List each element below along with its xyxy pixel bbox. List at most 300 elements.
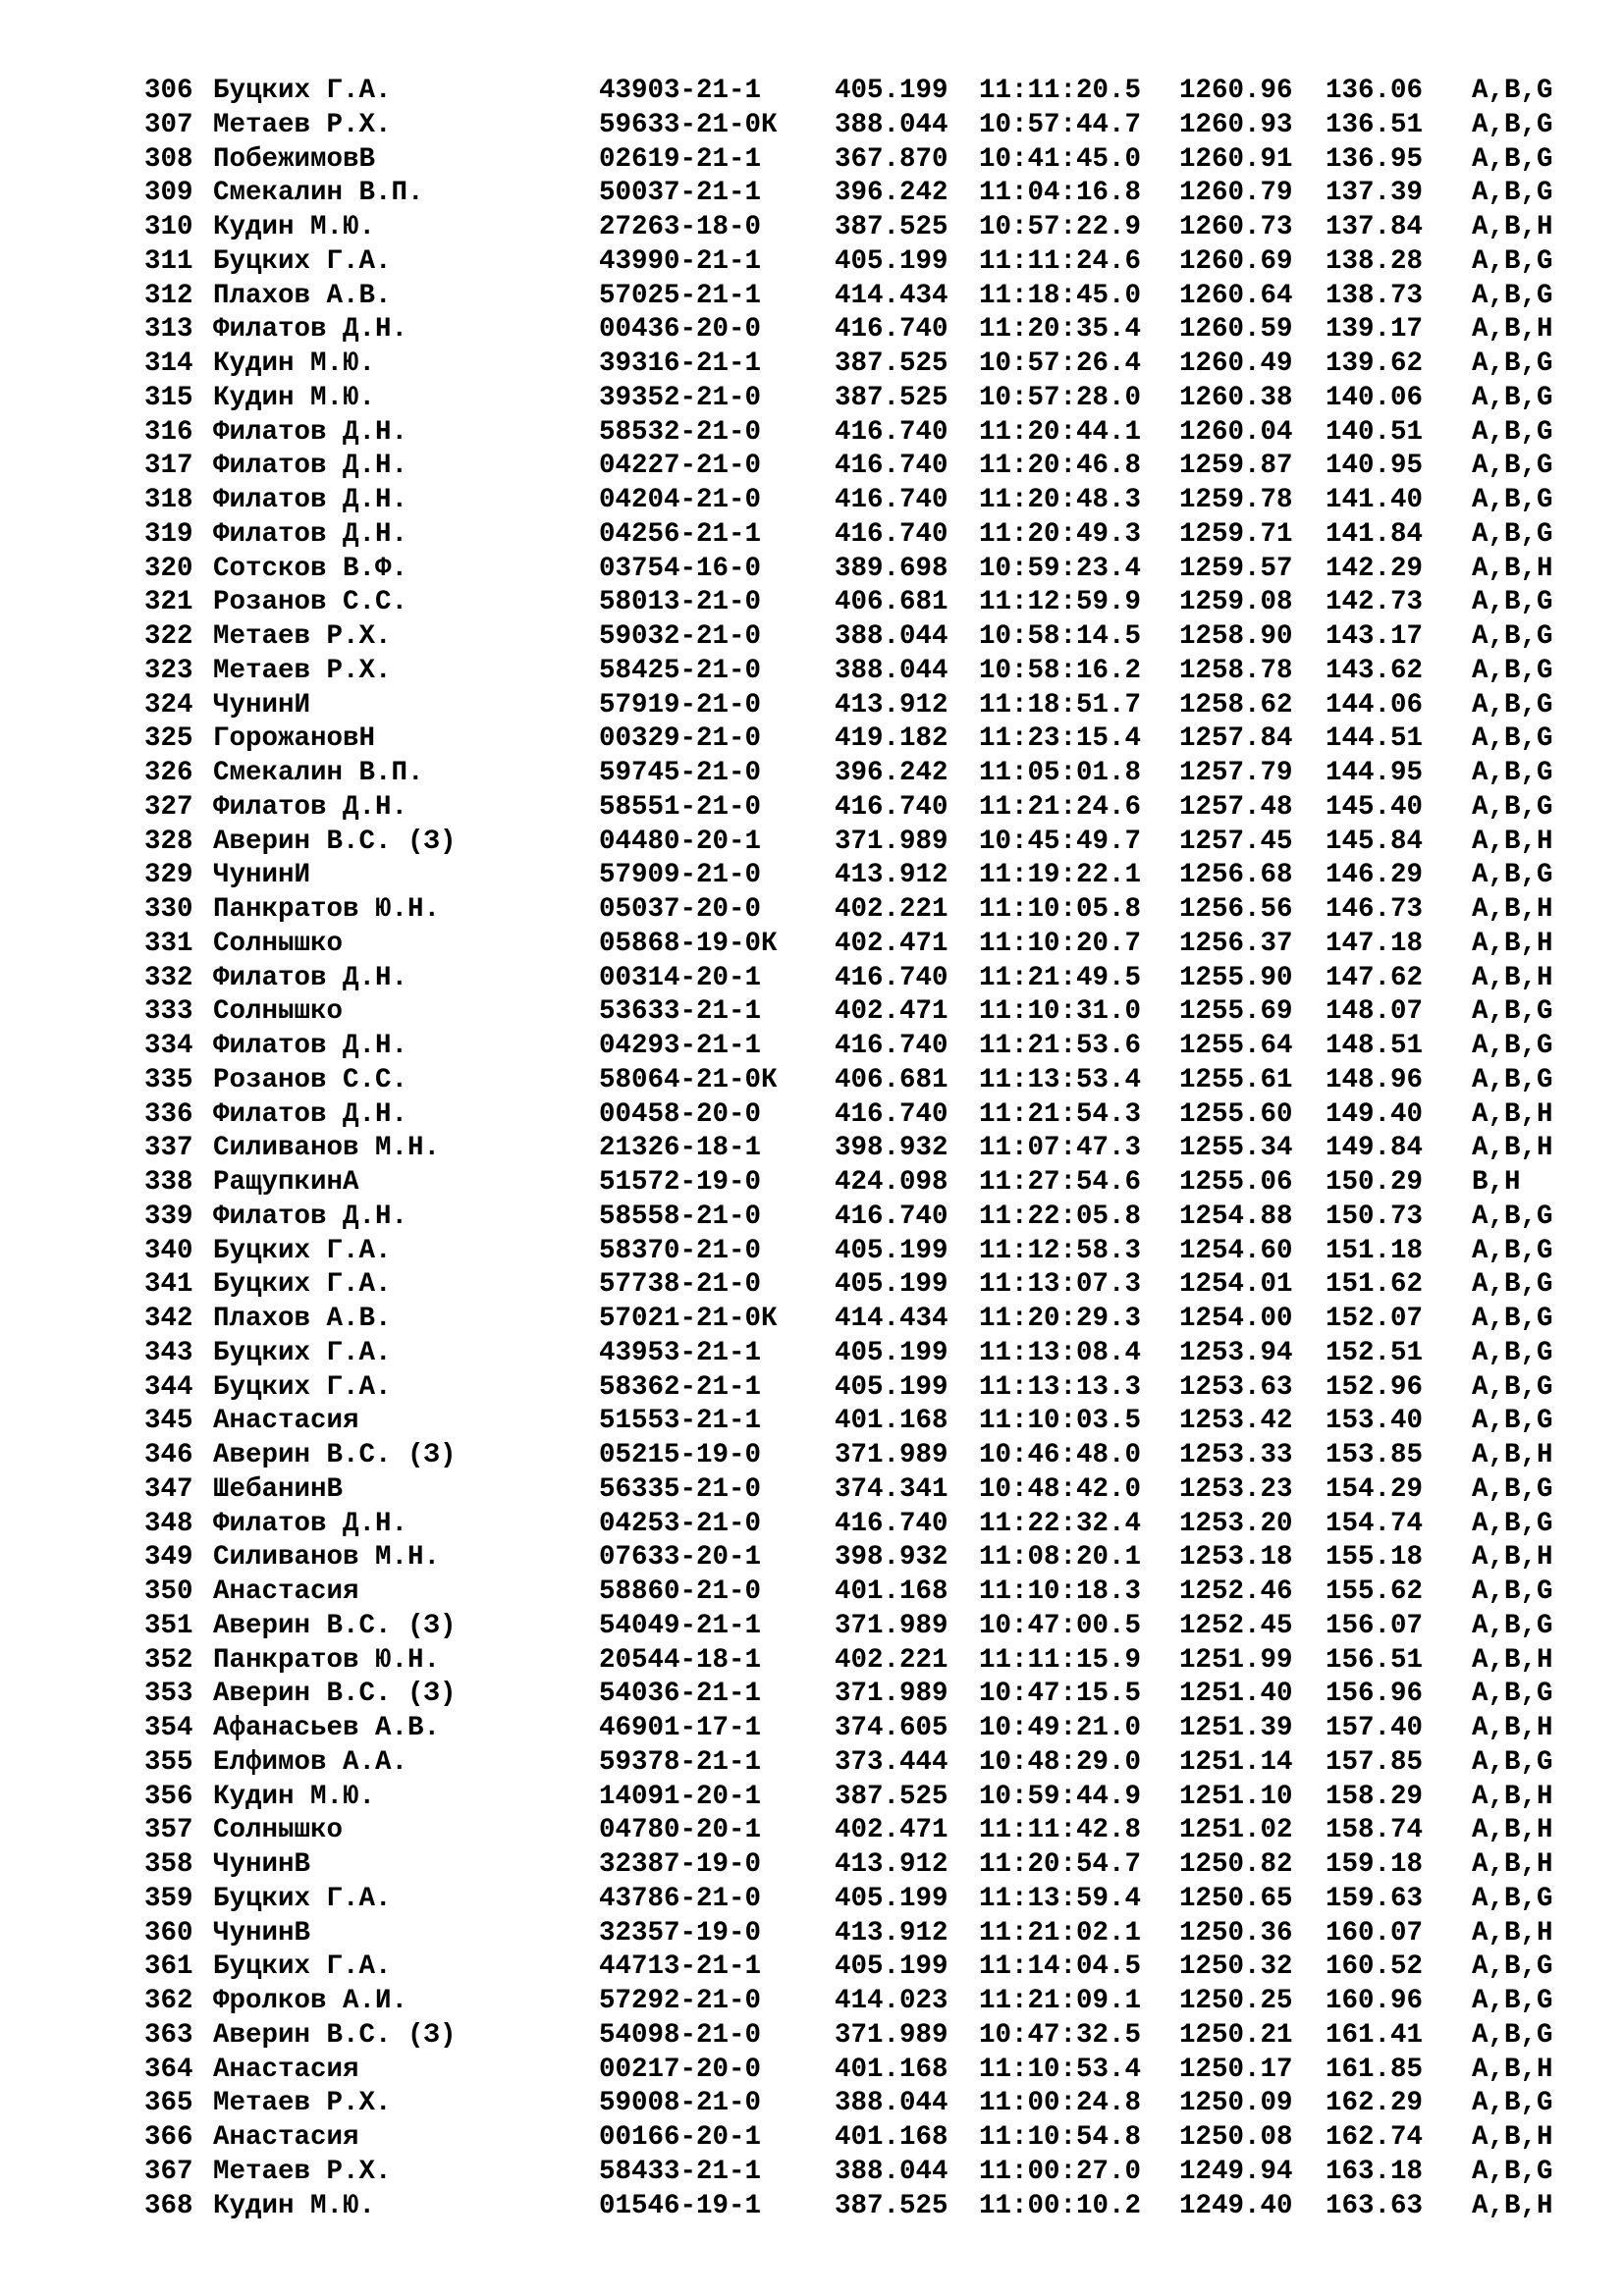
- arrival-time: 11:20:35.4: [979, 314, 1142, 346]
- arrival-time: 10:47:32.5: [979, 2019, 1142, 2051]
- points: 163.18: [1326, 2156, 1424, 2187]
- distance: 405.199: [835, 1269, 948, 1301]
- classes: A,B,G: [1472, 382, 1553, 413]
- arrival-time: 10:58:14.5: [979, 621, 1142, 652]
- place-number: 314: [144, 348, 193, 379]
- place-number: 362: [144, 1986, 193, 2016]
- fancier-name: Филатов Д.Н.: [213, 1201, 408, 1232]
- ring-number: 58362-21-1: [599, 1371, 762, 1403]
- place-number: 307: [144, 109, 193, 140]
- ring-number: 58532-21-0: [599, 416, 762, 448]
- classes: A,B,G: [1472, 1883, 1553, 1914]
- arrival-time: 11:10:20.7: [979, 928, 1142, 959]
- speed: 1254.88: [1179, 1201, 1293, 1232]
- speed: 1251.39: [1179, 1713, 1293, 1743]
- ring-number: 05215-19-0: [599, 1440, 762, 1470]
- speed: 1256.56: [1179, 894, 1293, 925]
- fancier-name: Буцких Г.А.: [213, 1951, 392, 1983]
- classes: A,B,G: [1472, 2156, 1553, 2187]
- ring-number: 05868-19-0К: [599, 928, 778, 959]
- points: 138.73: [1326, 280, 1424, 311]
- points: 146.29: [1326, 860, 1424, 891]
- place-number: 336: [144, 1098, 193, 1130]
- place-number: 309: [144, 178, 193, 209]
- distance: 387.525: [835, 1781, 948, 1812]
- distance: 402.471: [835, 1815, 948, 1846]
- place-number: 313: [144, 314, 193, 346]
- distance: 396.242: [835, 178, 948, 209]
- distance: 402.471: [835, 928, 948, 959]
- distance: 373.444: [835, 1746, 948, 1778]
- classes: A,B,G: [1472, 1201, 1553, 1232]
- points: 160.07: [1326, 1917, 1424, 1949]
- classes: A,B,G: [1472, 1304, 1553, 1334]
- arrival-time: 10:48:29.0: [979, 1746, 1142, 1778]
- points: 137.39: [1326, 178, 1424, 209]
- fancier-name: Филатов Д.Н.: [213, 314, 408, 346]
- ring-number: 50037-21-1: [599, 178, 762, 209]
- points: 156.51: [1326, 1644, 1424, 1676]
- arrival-time: 11:00:24.8: [979, 2088, 1142, 2119]
- fancier-name: ЧунинВ: [213, 1849, 311, 1880]
- points: 159.18: [1326, 1849, 1424, 1880]
- classes: A,B,G: [1472, 587, 1553, 618]
- classes: A,B,H: [1472, 1098, 1553, 1130]
- arrival-time: 10:45:49.7: [979, 826, 1142, 857]
- fancier-name: Буцких Г.А.: [213, 1337, 392, 1368]
- distance: 416.740: [835, 962, 948, 993]
- speed: 1259.78: [1179, 485, 1293, 515]
- ring-number: 57025-21-1: [599, 280, 762, 311]
- ring-number: 51572-19-0: [599, 1167, 762, 1198]
- distance: 416.740: [835, 451, 948, 482]
- place-number: 331: [144, 928, 193, 959]
- ring-number: 00436-20-0: [599, 314, 762, 346]
- place-number: 335: [144, 1064, 193, 1095]
- classes: A,B,H: [1472, 1849, 1553, 1880]
- arrival-time: 10:57:44.7: [979, 109, 1142, 140]
- classes: A,B,G: [1472, 451, 1553, 482]
- arrival-time: 10:48:42.0: [979, 1473, 1142, 1505]
- classes: A,B,H: [1472, 1644, 1553, 1676]
- place-number: 318: [144, 485, 193, 515]
- place-number: 350: [144, 1576, 193, 1607]
- place-number: 355: [144, 1746, 193, 1778]
- ring-number: 04253-21-0: [599, 1508, 762, 1539]
- points: 140.06: [1326, 382, 1424, 413]
- fancier-name: Розанов С.С.: [213, 1064, 408, 1095]
- fancier-name: Анастасия: [213, 1576, 359, 1607]
- fancier-name: Аверин В.С. (З): [213, 826, 457, 857]
- ring-number: 59633-21-0К: [599, 109, 778, 140]
- ring-number: 00329-21-0: [599, 723, 762, 755]
- arrival-time: 11:18:51.7: [979, 689, 1142, 721]
- ring-number: 58551-21-0: [599, 791, 762, 823]
- place-number: 322: [144, 621, 193, 652]
- fancier-name: Кудин М.Ю.: [213, 382, 376, 413]
- arrival-time: 11:00:27.0: [979, 2156, 1142, 2187]
- speed: 1255.06: [1179, 1167, 1293, 1198]
- classes: A,B,H: [1472, 1542, 1553, 1574]
- place-number: 308: [144, 143, 193, 175]
- classes: A,B,H: [1472, 2054, 1553, 2085]
- ring-number: 46901-17-1: [599, 1713, 762, 1743]
- arrival-time: 11:21:02.1: [979, 1917, 1142, 1949]
- points: 162.74: [1326, 2122, 1424, 2153]
- fancier-name: Панкратов Ю.Н.: [213, 894, 441, 925]
- classes: A,B,G: [1472, 2019, 1553, 2051]
- fancier-name: Кудин М.Ю.: [213, 348, 376, 379]
- points: 150.73: [1326, 1201, 1424, 1232]
- place-number: 346: [144, 1440, 193, 1470]
- speed: 1260.79: [1179, 178, 1293, 209]
- points: 152.07: [1326, 1304, 1424, 1334]
- distance: 406.681: [835, 587, 948, 618]
- distance: 405.199: [835, 1235, 948, 1266]
- fancier-name: РащупкинА: [213, 1167, 359, 1198]
- speed: 1260.93: [1179, 109, 1293, 140]
- speed: 1250.09: [1179, 2088, 1293, 2119]
- arrival-time: 11:20:48.3: [979, 485, 1142, 515]
- points: 161.41: [1326, 2019, 1424, 2051]
- points: 145.84: [1326, 826, 1424, 857]
- distance: 371.989: [835, 2019, 948, 2051]
- fancier-name: Елфимов А.А.: [213, 1746, 408, 1778]
- speed: 1260.64: [1179, 280, 1293, 311]
- classes: A,B,G: [1472, 1337, 1553, 1368]
- fancier-name: Смекалин В.П.: [213, 178, 424, 209]
- arrival-time: 11:00:10.2: [979, 2190, 1142, 2221]
- distance: 401.168: [835, 2122, 948, 2153]
- ring-number: 21326-18-1: [599, 1133, 762, 1164]
- points: 140.95: [1326, 451, 1424, 482]
- arrival-time: 10:57:26.4: [979, 348, 1142, 379]
- fancier-name: Плахов А.В.: [213, 280, 392, 311]
- points: 138.28: [1326, 245, 1424, 277]
- classes: A,B,G: [1472, 1986, 1553, 2016]
- ring-number: 32387-19-0: [599, 1849, 762, 1880]
- ring-number: 00217-20-0: [599, 2054, 762, 2085]
- fancier-name: Силиванов М.Н.: [213, 1133, 441, 1164]
- speed: 1255.60: [1179, 1098, 1293, 1130]
- points: 144.51: [1326, 723, 1424, 755]
- points: 142.29: [1326, 553, 1424, 584]
- distance: 401.168: [835, 1406, 948, 1437]
- distance: 414.434: [835, 280, 948, 311]
- speed: 1255.34: [1179, 1133, 1293, 1164]
- distance: 413.912: [835, 1849, 948, 1880]
- speed: 1251.99: [1179, 1644, 1293, 1676]
- place-number: 321: [144, 587, 193, 618]
- speed: 1257.84: [1179, 723, 1293, 755]
- fancier-name: Кудин М.Ю.: [213, 1781, 376, 1812]
- classes: A,B,G: [1472, 723, 1553, 755]
- place-number: 316: [144, 416, 193, 448]
- fancier-name: Аверин В.С. (З): [213, 1610, 457, 1641]
- ring-number: 04256-21-1: [599, 518, 762, 550]
- speed: 1260.91: [1179, 143, 1293, 175]
- points: 148.51: [1326, 1031, 1424, 1061]
- distance: 396.242: [835, 758, 948, 788]
- place-number: 365: [144, 2088, 193, 2119]
- distance: 402.221: [835, 1644, 948, 1676]
- points: 149.40: [1326, 1098, 1424, 1130]
- arrival-time: 10:57:22.9: [979, 212, 1142, 242]
- speed: 1251.40: [1179, 1679, 1293, 1710]
- points: 161.85: [1326, 2054, 1424, 2085]
- points: 155.62: [1326, 1576, 1424, 1607]
- points: 143.62: [1326, 655, 1424, 686]
- classes: A,B,G: [1472, 178, 1553, 209]
- points: 154.29: [1326, 1473, 1424, 1505]
- place-number: 367: [144, 2156, 193, 2187]
- ring-number: 04204-21-0: [599, 485, 762, 515]
- speed: 1253.33: [1179, 1440, 1293, 1470]
- ring-number: 03754-16-0: [599, 553, 762, 584]
- points: 158.74: [1326, 1815, 1424, 1846]
- classes: A,B,G: [1472, 416, 1553, 448]
- distance: 416.740: [835, 1508, 948, 1539]
- arrival-time: 11:20:49.3: [979, 518, 1142, 550]
- classes: A,B,H: [1472, 1440, 1553, 1470]
- fancier-name: Розанов С.С.: [213, 587, 408, 618]
- distance: 405.199: [835, 245, 948, 277]
- ring-number: 57292-21-0: [599, 1986, 762, 2016]
- classes: A,B,G: [1472, 143, 1553, 175]
- place-number: 341: [144, 1269, 193, 1301]
- arrival-time: 11:11:24.6: [979, 245, 1142, 277]
- distance: 388.044: [835, 2156, 948, 2187]
- distance: 371.989: [835, 1679, 948, 1710]
- speed: 1260.96: [1179, 76, 1293, 106]
- classes: A,B,G: [1472, 2088, 1553, 2119]
- ring-number: 59008-21-0: [599, 2088, 762, 2119]
- place-number: 345: [144, 1406, 193, 1437]
- fancier-name: Кудин М.Ю.: [213, 2190, 376, 2221]
- classes: A,B,G: [1472, 1610, 1553, 1641]
- distance: 405.199: [835, 1371, 948, 1403]
- speed: 1258.78: [1179, 655, 1293, 686]
- distance: 389.698: [835, 553, 948, 584]
- classes: A,B,G: [1472, 655, 1553, 686]
- classes: A,B,G: [1472, 1951, 1553, 1983]
- place-number: 317: [144, 451, 193, 482]
- distance: 402.221: [835, 894, 948, 925]
- ring-number: 58860-21-0: [599, 1576, 762, 1607]
- speed: 1253.63: [1179, 1371, 1293, 1403]
- arrival-time: 11:11:42.8: [979, 1815, 1142, 1846]
- ring-number: 04780-20-1: [599, 1815, 762, 1846]
- place-number: 306: [144, 76, 193, 106]
- classes: A,B,H: [1472, 826, 1553, 857]
- place-number: 312: [144, 280, 193, 311]
- distance: 416.740: [835, 1098, 948, 1130]
- fancier-name: ПобежимовВ: [213, 143, 376, 175]
- ring-number: 43786-21-0: [599, 1883, 762, 1914]
- classes: A,B,G: [1472, 245, 1553, 277]
- points: 151.18: [1326, 1235, 1424, 1266]
- classes: A,B,H: [1472, 1917, 1553, 1949]
- fancier-name: Метаев Р.Х.: [213, 2088, 392, 2119]
- points: 160.96: [1326, 1986, 1424, 2016]
- ring-number: 57919-21-0: [599, 689, 762, 721]
- speed: 1253.20: [1179, 1508, 1293, 1539]
- distance: 416.740: [835, 518, 948, 550]
- distance: 387.525: [835, 212, 948, 242]
- place-number: 363: [144, 2019, 193, 2051]
- points: 151.62: [1326, 1269, 1424, 1301]
- ring-number: 39316-21-1: [599, 348, 762, 379]
- distance: 387.525: [835, 382, 948, 413]
- speed: 1255.64: [1179, 1031, 1293, 1061]
- distance: 401.168: [835, 2054, 948, 2085]
- points: 141.84: [1326, 518, 1424, 550]
- speed: 1250.32: [1179, 1951, 1293, 1983]
- classes: A,B,G: [1472, 1508, 1553, 1539]
- arrival-time: 10:59:44.9: [979, 1781, 1142, 1812]
- ring-number: 58425-21-0: [599, 655, 762, 686]
- place-number: 340: [144, 1235, 193, 1266]
- points: 150.29: [1326, 1167, 1424, 1198]
- speed: 1260.49: [1179, 348, 1293, 379]
- ring-number: 27263-18-0: [599, 212, 762, 242]
- distance: 388.044: [835, 109, 948, 140]
- speed: 1250.17: [1179, 2054, 1293, 2085]
- fancier-name: Анастасия: [213, 1406, 359, 1437]
- distance: 416.740: [835, 416, 948, 448]
- fancier-name: Филатов Д.Н.: [213, 518, 408, 550]
- arrival-time: 11:20:54.7: [979, 1849, 1142, 1880]
- classes: A,B,H: [1472, 1781, 1553, 1812]
- speed: 1259.87: [1179, 451, 1293, 482]
- ring-number: 58013-21-0: [599, 587, 762, 618]
- fancier-name: Буцких Г.А.: [213, 1883, 392, 1914]
- distance: 374.605: [835, 1713, 948, 1743]
- speed: 1260.69: [1179, 245, 1293, 277]
- fancier-name: Буцких Г.А.: [213, 1235, 392, 1266]
- points: 144.95: [1326, 758, 1424, 788]
- place-number: 349: [144, 1542, 193, 1574]
- speed: 1258.90: [1179, 621, 1293, 652]
- arrival-time: 11:21:24.6: [979, 791, 1142, 823]
- distance: 387.525: [835, 348, 948, 379]
- classes: A,B,G: [1472, 1576, 1553, 1607]
- points: 157.40: [1326, 1713, 1424, 1743]
- speed: 1250.65: [1179, 1883, 1293, 1914]
- speed: 1253.42: [1179, 1406, 1293, 1437]
- classes: A,B,G: [1472, 1371, 1553, 1403]
- classes: A,B,G: [1472, 109, 1553, 140]
- ring-number: 58064-21-0К: [599, 1064, 778, 1095]
- points: 143.17: [1326, 621, 1424, 652]
- classes: A,B,G: [1472, 996, 1553, 1028]
- place-number: 364: [144, 2054, 193, 2085]
- place-number: 332: [144, 962, 193, 993]
- ring-number: 58433-21-1: [599, 2156, 762, 2187]
- fancier-name: ЧунинИ: [213, 860, 311, 891]
- distance: 405.199: [835, 1951, 948, 1983]
- fancier-name: Филатов Д.Н.: [213, 1098, 408, 1130]
- distance: 374.341: [835, 1473, 948, 1505]
- place-number: 329: [144, 860, 193, 891]
- place-number: 315: [144, 382, 193, 413]
- fancier-name: Метаев Р.Х.: [213, 655, 392, 686]
- arrival-time: 11:13:53.4: [979, 1064, 1142, 1095]
- classes: A,B,G: [1472, 758, 1553, 788]
- place-number: 344: [144, 1371, 193, 1403]
- place-number: 310: [144, 212, 193, 242]
- arrival-time: 11:20:29.3: [979, 1304, 1142, 1334]
- fancier-name: Солнышко: [213, 996, 344, 1028]
- ring-number: 43903-21-1: [599, 76, 762, 106]
- speed: 1260.73: [1179, 212, 1293, 242]
- place-number: 368: [144, 2190, 193, 2221]
- speed: 1256.68: [1179, 860, 1293, 891]
- arrival-time: 10:46:48.0: [979, 1440, 1142, 1470]
- place-number: 351: [144, 1610, 193, 1641]
- classes: A,B,H: [1472, 962, 1553, 993]
- arrival-time: 11:13:13.3: [979, 1371, 1142, 1403]
- speed: 1252.46: [1179, 1576, 1293, 1607]
- speed: 1250.08: [1179, 2122, 1293, 2153]
- arrival-time: 11:10:05.8: [979, 894, 1142, 925]
- place-number: 311: [144, 245, 193, 277]
- fancier-name: Анастасия: [213, 2054, 359, 2085]
- points: 163.63: [1326, 2190, 1424, 2221]
- points: 162.29: [1326, 2088, 1424, 2119]
- ring-number: 57738-21-0: [599, 1269, 762, 1301]
- ring-number: 01546-19-1: [599, 2190, 762, 2221]
- speed: 1250.21: [1179, 2019, 1293, 2051]
- speed: 1257.79: [1179, 758, 1293, 788]
- classes: A,B,G: [1472, 791, 1553, 823]
- fancier-name: Сотсков В.Ф.: [213, 553, 408, 584]
- points: 155.18: [1326, 1542, 1424, 1574]
- points: 158.29: [1326, 1781, 1424, 1812]
- fancier-name: Метаев Р.Х.: [213, 2156, 392, 2187]
- points: 136.06: [1326, 76, 1424, 106]
- points: 140.51: [1326, 416, 1424, 448]
- arrival-time: 10:47:15.5: [979, 1679, 1142, 1710]
- points: 142.73: [1326, 587, 1424, 618]
- fancier-name: Афанасьев А.В.: [213, 1713, 441, 1743]
- distance: 406.681: [835, 1064, 948, 1095]
- fancier-name: Панкратов Ю.Н.: [213, 1644, 441, 1676]
- place-number: 328: [144, 826, 193, 857]
- classes: A,B,H: [1472, 553, 1553, 584]
- ring-number: 51553-21-1: [599, 1406, 762, 1437]
- fancier-name: Аверин В.С. (З): [213, 1679, 457, 1710]
- speed: 1254.01: [1179, 1269, 1293, 1301]
- ring-number: 59032-21-0: [599, 621, 762, 652]
- points: 148.96: [1326, 1064, 1424, 1095]
- arrival-time: 11:20:44.1: [979, 416, 1142, 448]
- speed: 1250.25: [1179, 1986, 1293, 2016]
- fancier-name: Филатов Д.Н.: [213, 1508, 408, 1539]
- points: 144.06: [1326, 689, 1424, 721]
- ring-number: 04227-21-0: [599, 451, 762, 482]
- ring-number: 59745-21-0: [599, 758, 762, 788]
- classes: A,B,G: [1472, 689, 1553, 721]
- speed: 1255.61: [1179, 1064, 1293, 1095]
- distance: 388.044: [835, 655, 948, 686]
- speed: 1257.45: [1179, 826, 1293, 857]
- points: 136.95: [1326, 143, 1424, 175]
- ring-number: 04480-20-1: [599, 826, 762, 857]
- points: 139.17: [1326, 314, 1424, 346]
- ring-number: 20544-18-1: [599, 1644, 762, 1676]
- points: 160.52: [1326, 1951, 1424, 1983]
